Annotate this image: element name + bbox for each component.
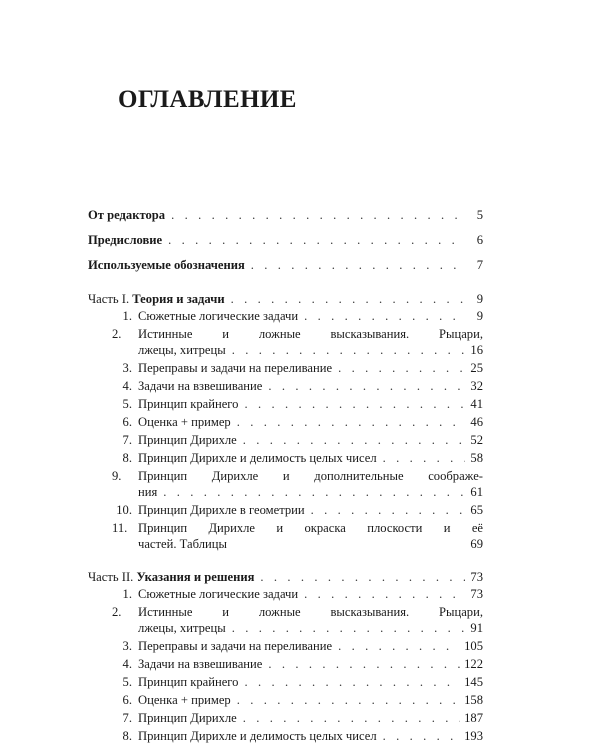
item-number: 4. [122,379,132,393]
toc-item-continued[interactable] [138,620,483,636]
toc-item[interactable] [112,326,483,342]
toc-entry-page: 52 [470,433,483,447]
toc-item[interactable] [112,378,483,394]
toc-item[interactable] [112,692,483,708]
item-number: 3. [122,361,132,375]
toc-entry-label-cont: частей. Таблицы [138,537,227,551]
item-number: 11. [112,521,128,535]
item-number: 1. [122,309,132,323]
toc-entry-editor[interactable] [88,207,483,223]
toc-entry-page: 25 [470,361,483,375]
page-title: ОГЛАВЛЕНИЕ [118,86,297,113]
leader-dots [232,620,465,636]
toc-entry-label: Переправы и задачи на переливание [138,361,333,375]
leader-dots [260,569,465,585]
toc-entry-page: 6 [476,233,483,247]
toc-item[interactable] [112,468,483,484]
leader-dots [304,308,465,324]
toc-entry-label: Истинные и ложные высказывания. Рыцари, [138,327,483,341]
toc-entry-page: 61 [470,485,483,499]
toc-entry-page: 69 [470,537,483,551]
item-number: 2. [112,605,122,619]
leader-dots [311,502,465,518]
toc-entry-page: 65 [470,503,483,517]
toc-entry-page: 193 [464,729,483,743]
leader-dots [383,450,465,466]
toc-part-heading-2[interactable] [88,569,483,585]
item-number: 2. [112,327,122,341]
leader-dots [243,710,460,726]
toc-entry-page: 41 [470,397,483,411]
toc-entry-notation[interactable] [88,257,483,273]
toc-entry-label-cont: ния [138,485,158,499]
item-number: 10. [116,503,132,517]
item-number: 7. [122,711,132,725]
toc-entry-page: 105 [464,639,483,653]
toc-item-continued[interactable] [138,342,483,358]
toc-item[interactable] [112,638,483,654]
toc-entry-label: Принцип крайнего [138,397,239,411]
toc-entry-page: 32 [470,379,483,393]
leader-dots [163,484,465,500]
leader-dots [251,257,465,273]
toc-entry-page: 16 [470,343,483,357]
toc-entry-label: Истинные и ложные высказывания. Рыцари, [138,605,483,619]
toc-entry-label: Переправы и задачи на переливание [138,639,333,653]
leader-dots [171,207,465,223]
toc-entry-label: Оценка + пример [138,415,231,429]
toc-entry-page: 58 [470,451,483,465]
toc-entry-page: 122 [464,657,483,671]
toc-item[interactable] [112,520,483,536]
leader-dots [244,674,460,690]
leader-dots [231,291,465,307]
item-number: 8. [122,451,132,465]
toc-item[interactable] [112,502,483,518]
toc-item[interactable] [112,432,483,448]
toc-item[interactable] [112,710,483,726]
item-number: 6. [122,415,132,429]
leader-dots [383,728,460,744]
item-number: 4. [122,657,132,671]
leader-dots [237,414,465,430]
toc-entry-label: Принцип крайнего [138,675,239,689]
toc-entry-page: 145 [464,675,483,689]
toc-entry-label: Принцип Дирихле в геометрии [138,503,305,517]
toc-entry-page: 5 [476,208,483,222]
toc-entry-label: Предисловие [88,233,163,247]
toc-entry-label-cont: лжецы, хитрецы [138,343,226,357]
item-number: 8. [122,729,132,743]
leader-dots [168,232,465,248]
item-number: 5. [122,397,132,411]
toc-entry-label: Принцип Дирихле и делимость целых чисел [138,729,377,743]
toc-entry-label: Сюжетные логические задачи [138,309,299,323]
leader-dots [338,638,460,654]
toc-entry-page: 91 [470,621,483,635]
toc-item-continued[interactable] [138,484,483,500]
leader-dots [243,432,465,448]
toc-entry-label: Задачи на взвешивание [138,657,263,671]
toc-item[interactable] [112,586,483,602]
leader-dots [304,586,465,602]
toc-entry-page: 7 [476,258,483,272]
toc-entry-label: Оценка + пример [138,693,231,707]
toc-entry-label: Принцип Дирихле и делимость целых чисел [138,451,377,465]
part-title: Указания и решения [136,570,255,584]
item-number: 5. [122,675,132,689]
leader-dots [268,656,460,672]
toc-item[interactable] [112,396,483,412]
toc-entry-page: 158 [464,693,483,707]
part-prefix: Часть II. [88,570,134,584]
toc-entry-preface[interactable] [88,232,483,248]
toc-entry-page: 9 [476,309,483,323]
toc-item-continued[interactable] [138,536,483,552]
toc-item[interactable] [112,360,483,376]
toc-item[interactable] [112,450,483,466]
leader-dots [268,378,465,394]
toc-entry-page: 73 [470,570,483,584]
leader-dots [237,692,460,708]
toc-entry-page: 46 [470,415,483,429]
item-number: 6. [122,693,132,707]
toc-entry-label: Принцип Дирихле [138,433,237,447]
toc-entry-label-cont: лжецы, хитрецы [138,621,226,635]
toc-entry-page: 9 [476,292,483,306]
toc-entry-label: От редактора [88,208,166,222]
toc-entry-label: Принцип Дирихле и окраска плоскости и её [138,521,483,535]
part-title: Теория и задачи [132,292,225,306]
toc-part-heading-1[interactable] [88,291,483,307]
toc-entry-label: Принцип Дирихле [138,711,237,725]
toc-entry-label: Сюжетные логические задачи [138,587,299,601]
toc-entry-label: Используемые обозначения [88,258,245,272]
item-number: 3. [122,639,132,653]
toc-item[interactable] [112,308,483,324]
toc-entry-page: 187 [464,711,483,725]
item-number: 7. [122,433,132,447]
toc-item[interactable] [112,728,483,744]
toc-item[interactable] [112,674,483,690]
toc-entry-label: Задачи на взвешивание [138,379,263,393]
toc-item[interactable] [112,604,483,620]
leader-dots [232,342,465,358]
toc-item[interactable] [112,656,483,672]
item-number: 1. [122,587,132,601]
toc-entry-label: Принцип Дирихле и дополнительные соображе- [138,469,483,483]
part-prefix: Часть I. [88,292,130,306]
toc-item[interactable] [112,414,483,430]
leader-dots [244,396,465,412]
toc-entry-page: 73 [470,587,483,601]
item-number: 9. [112,469,122,483]
leader-dots [338,360,465,376]
